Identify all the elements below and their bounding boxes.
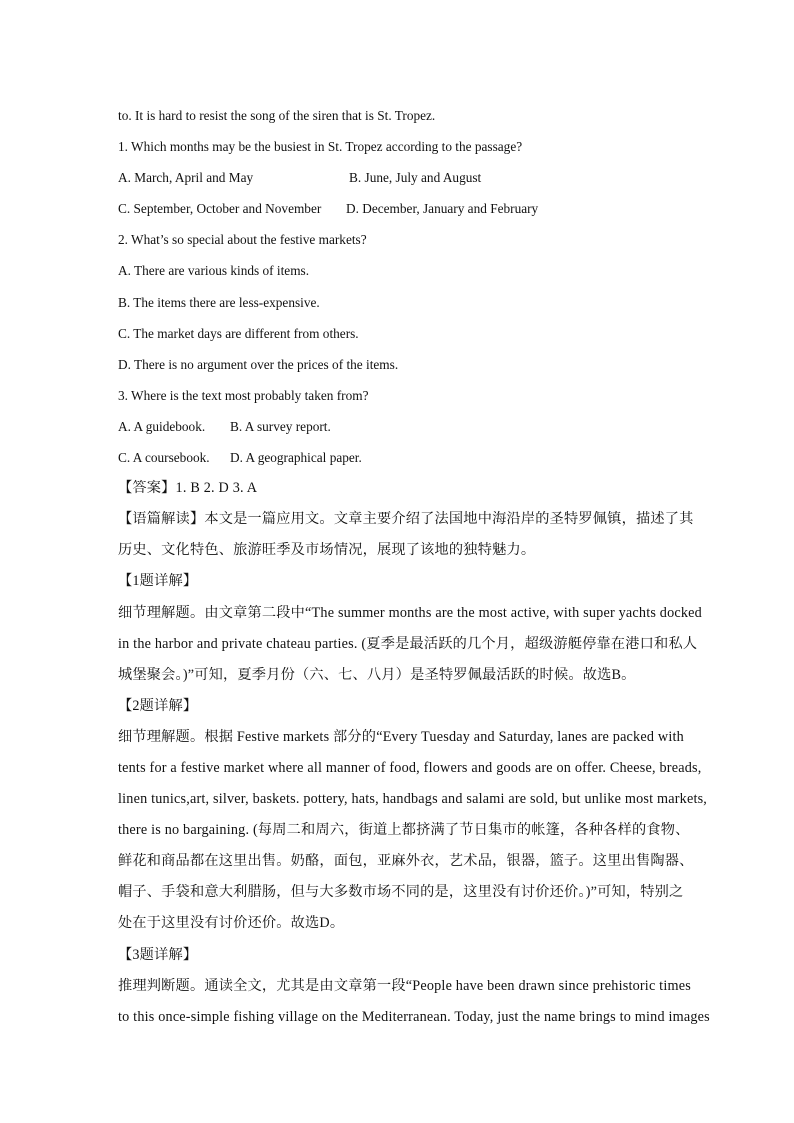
question-2-option-a: A. There are various kinds of items. [118, 263, 310, 279]
passage-closing-line: to. It is hard to resist the song of the siren that is St. Tropez. [118, 108, 436, 123]
explanation-3-heading: 【3题详解】 [118, 946, 198, 963]
question-1: 1. Which months may be the busiest in St. Tropez according to the passage? [118, 139, 523, 155]
question-3-option-c: C. A coursebook. [118, 450, 210, 466]
explanation-2-heading: 【2题详解】 [118, 697, 198, 714]
explanation-1-line-1: 细节理解题。由文章第二段中“The summer months are the most active, with super yachts docked [118, 604, 702, 621]
question-1-option-d: D. December, January and February [346, 201, 539, 217]
question-1-option-a: A. March, April and May [118, 170, 254, 186]
explanation-2-line-2: tents for a festive market where all manner of food, flowers and goods are on offer. Cheese, breads, [118, 759, 702, 776]
explanation-3-line-2: to this once-simple fishing village on the Mediterranean. Today, just the name brings to mind images [118, 1008, 710, 1025]
passage-analysis-line-1: 【语篇解读】本文是一篇应用文。文章主要介绍了法国地中海沿岸的圣特罗佩镇，描述了其 [118, 511, 694, 528]
question-1-options-row-2 [118, 193, 678, 224]
question-3-option-d: D. A geographical paper. [230, 450, 362, 466]
explanation-2-line-4: there is no bargaining. (每周二和周六，街道上都挤满了节日集市的帐篷，各种各样的食物、 [118, 822, 690, 839]
explanation-1-line-3: 城堡聚会。)”可知，夏季月份（六、七、八月）是圣特罗佩最活跃的时候。故选B。 [118, 666, 636, 683]
question-1-options-row-1 [118, 162, 678, 193]
explanation-2-line-6: 帽子、手袋和意大利腊肠，但与大多数市场不同的是，这里没有讨价还价。)”可知，特别之 [118, 884, 684, 901]
question-1-option-c: C. September, October and November [118, 201, 322, 217]
explanation-3-line-1: 推理判断题。通读全文，尤其是由文章第一段“People have been drawn since prehistoric times [118, 977, 691, 994]
explanation-2-line-7: 处在于这里没有讨价还价。故选D。 [118, 915, 345, 932]
explanation-2-line-1: 细节理解题。根据 Festive markets 部分的“Every Tuesday and Saturday, lanes are packed with [118, 728, 684, 745]
passage-analysis-line-2: 历史、文化特色、旅游旺季及市场情况，展现了该地的独特魅力。 [118, 542, 536, 559]
explanation-1-heading: 【1题详解】 [118, 573, 198, 590]
question-2: 2. What’s so special about the festive markets? [118, 232, 367, 248]
question-3-options-row-1 [118, 411, 678, 442]
question-1-option-b: B. June, July and August [349, 170, 482, 186]
answer-key: 【答案】1. B 2. D 3. A [118, 480, 258, 497]
question-3-option-a: A. A guidebook. [118, 418, 206, 434]
question-2-option-d: D. There is no argument over the prices of the items. [118, 356, 399, 372]
question-3-option-b: B. A survey report. [230, 418, 331, 434]
question-2-option-b: B. The items there are less-expensive. [118, 294, 320, 310]
question-3: 3. Where is the text most probably taken from? [118, 387, 369, 403]
explanation-1-line-2: in the harbor and private chateau parties. (夏季是最活跃的几个月，超级游艇停靠在港口和私人 [118, 635, 698, 652]
explanation-2-line-5: 鲜花和商品都在这里出售。奶酪，面包，亚麻外衣，艺术品，银器，篮子。这里出售陶器、 [118, 853, 694, 870]
page-content [118, 100, 710, 1033]
question-2-option-c: C. The market days are different from others. [118, 325, 359, 341]
explanation-2-line-3: linen tunics,art, silver, baskets. pottery, hats, handbags and salami are sold, but unlike most markets, [118, 791, 708, 808]
question-3-options-row-2 [118, 442, 678, 473]
